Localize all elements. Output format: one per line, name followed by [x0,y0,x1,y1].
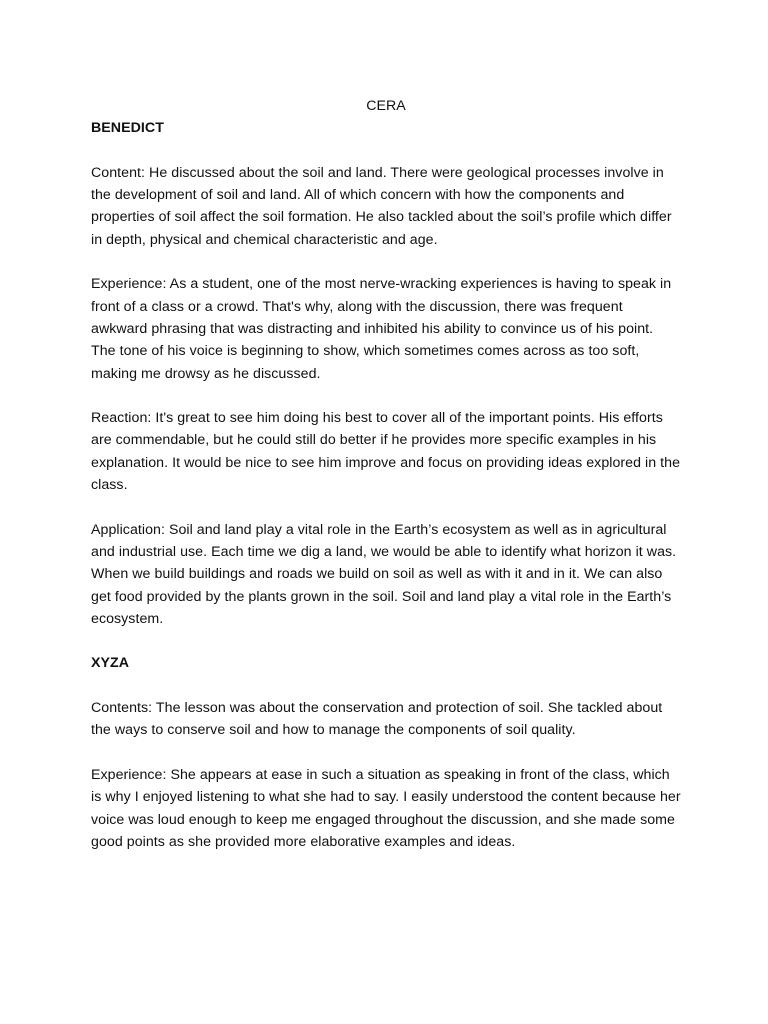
paragraph-gap [91,630,681,652]
xyza-experience-paragraph: Experience: She appears at ease in such a situation as speaking in front of the class, which is why I enjoyed listening to what she had to say. I easily understood the content because her voice was loud enough to keep me engaged throughout the discussion, and she made some good points as she provided more elaborative examples and ideas. [91,766,681,850]
benedict-experience-paragraph: Experience: As a student, one of the most nerve-wracking experiences is having to speak in front of a class or a crowd. That's why, along with the discussion, there was frequent awkward phrasing that was distracting and inhibited his ability to convince us of his point. The tone of his voice is beginning to show, which sometimes comes across as too soft, making me drowsy as he discussed. [91,276,672,382]
paragraph-gap [91,140,681,162]
xyza-contents-paragraph: Contents: The lesson was about the conservation and protection of soil. She tackled about the ways to conserve soil and how to manage the components of soil quality. [91,700,663,739]
document-page [91,95,681,853]
benedict-reaction-paragraph: Reaction: It's great to see him doing his best to cover all of the important points. His efforts are commendable, but he could still do better if he provides more specific examples in his explanation. It would be nice to see him improve and focus on providing ideas explored in the class. [91,410,681,494]
benedict-application-paragraph: Application: Soil and land play a vital role in the Earth’s ecosystem as well as in agricultural and industrial use. Each time we dig a land, we would be able to identify what horizon it was. When we build buildings and roads we build on soil as well as with it and in it. We can also get food provided by the plants grown in the soil. Soil and land play a vital role in the Earth’s ecosystem. [91,521,677,627]
section-heading-benedict: BENEDICT [91,120,164,137]
paragraph-gap [91,675,681,697]
paragraph-gap [91,496,681,518]
paragraph-gap [91,742,681,764]
section-heading-xyza: XYZA [91,655,130,672]
paragraph-gap [91,251,681,273]
document-title: CERA [366,98,406,114]
paragraph-gap [91,385,681,407]
benedict-content-paragraph: Content: He discussed about the soil and land. There were geological processes involve in the development of soil and land. All of which concern with how the components and properties of soil affect the soil formation. He also tackled about the soil’s profile which differ in depth, physical and chemical characteristic and age. [91,164,672,248]
